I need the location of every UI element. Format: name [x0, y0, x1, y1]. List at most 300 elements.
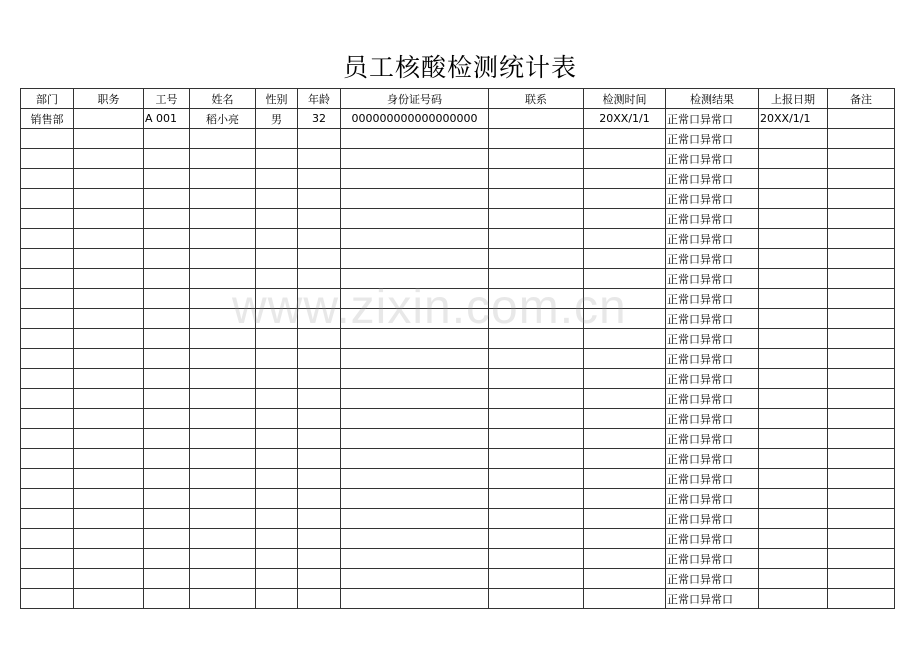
- cell-remark: [828, 389, 895, 409]
- cell-id-number: [341, 169, 489, 189]
- cell-remark: [828, 149, 895, 169]
- cell-test-time: [584, 169, 666, 189]
- cell-id-number: [341, 529, 489, 549]
- cell-gender: [256, 169, 298, 189]
- cell-position: [74, 109, 144, 129]
- cell-test-result: 正常口异常口: [666, 469, 759, 489]
- header-id-number: 身份证号码: [341, 89, 489, 109]
- cell-id-number: [341, 269, 489, 289]
- cell-dept: [21, 289, 74, 309]
- cell-gender: [256, 449, 298, 469]
- cell-age: [298, 249, 341, 269]
- table-row: [21, 289, 895, 309]
- cell-test-time: [584, 589, 666, 609]
- cell-test-time: [584, 549, 666, 569]
- cell-test-result: 正常口异常口: [666, 289, 759, 309]
- cell-gender: [256, 189, 298, 209]
- cell-contact: [489, 189, 584, 209]
- cell-report-date: [759, 129, 828, 149]
- cell-remark: [828, 309, 895, 329]
- cell-test-time: [584, 269, 666, 289]
- cell-name: [190, 249, 256, 269]
- cell-dept: [21, 409, 74, 429]
- cell-dept: 销售部: [21, 109, 74, 129]
- cell-test-result: 正常口异常口: [666, 349, 759, 369]
- table-row: [21, 449, 895, 469]
- cell-age: [298, 469, 341, 489]
- detection-table: [20, 88, 895, 609]
- table-row: [21, 189, 895, 209]
- cell-emp-no: [144, 489, 190, 509]
- cell-emp-no: [144, 509, 190, 529]
- cell-name: [190, 229, 256, 249]
- cell-remark: [828, 289, 895, 309]
- cell-dept: [21, 369, 74, 389]
- cell-name: [190, 369, 256, 389]
- cell-contact: [489, 489, 584, 509]
- cell-age: [298, 269, 341, 289]
- cell-contact: [489, 349, 584, 369]
- cell-test-time: [584, 349, 666, 369]
- cell-report-date: [759, 189, 828, 209]
- cell-contact: [489, 209, 584, 229]
- cell-age: [298, 209, 341, 229]
- cell-test-time: 20XX/1/1: [584, 109, 666, 129]
- header-contact: 联系: [489, 89, 584, 109]
- cell-test-result: 正常口异常口: [666, 169, 759, 189]
- cell-emp-no: [144, 549, 190, 569]
- cell-test-result: 正常口异常口: [666, 129, 759, 149]
- cell-dept: [21, 469, 74, 489]
- cell-report-date: [759, 569, 828, 589]
- cell-contact: [489, 309, 584, 329]
- cell-emp-no: [144, 209, 190, 229]
- cell-gender: [256, 589, 298, 609]
- cell-test-result: 正常口异常口: [666, 329, 759, 349]
- cell-remark: [828, 469, 895, 489]
- cell-id-number: [341, 129, 489, 149]
- cell-position: [74, 309, 144, 329]
- cell-name: [190, 469, 256, 489]
- cell-test-result: 正常口异常口: [666, 209, 759, 229]
- cell-age: [298, 489, 341, 509]
- table-row: [21, 569, 895, 589]
- cell-name: [190, 389, 256, 409]
- cell-contact: [489, 269, 584, 289]
- cell-emp-no: [144, 309, 190, 329]
- cell-emp-no: [144, 589, 190, 609]
- cell-dept: [21, 509, 74, 529]
- cell-remark: [828, 509, 895, 529]
- cell-test-result: 正常口异常口: [666, 449, 759, 469]
- cell-remark: [828, 269, 895, 289]
- cell-age: [298, 189, 341, 209]
- cell-id-number: [341, 549, 489, 569]
- cell-id-number: [341, 289, 489, 309]
- cell-dept: [21, 169, 74, 189]
- cell-gender: [256, 229, 298, 249]
- table-row: [21, 229, 895, 249]
- cell-test-time: [584, 149, 666, 169]
- cell-id-number: [341, 309, 489, 329]
- cell-test-time: [584, 469, 666, 489]
- cell-emp-no: [144, 129, 190, 149]
- cell-id-number: [341, 389, 489, 409]
- cell-position: [74, 589, 144, 609]
- cell-emp-no: [144, 389, 190, 409]
- cell-position: [74, 269, 144, 289]
- header-remark: 备注: [828, 89, 895, 109]
- cell-gender: [256, 549, 298, 569]
- cell-gender: [256, 569, 298, 589]
- cell-id-number: [341, 449, 489, 469]
- cell-emp-no: [144, 289, 190, 309]
- cell-test-time: [584, 229, 666, 249]
- cell-test-result: 正常口异常口: [666, 369, 759, 389]
- cell-dept: [21, 229, 74, 249]
- cell-report-date: [759, 549, 828, 569]
- cell-remark: [828, 549, 895, 569]
- cell-position: [74, 189, 144, 209]
- table-row: [21, 509, 895, 529]
- cell-name: 稻小亮: [190, 109, 256, 129]
- cell-remark: [828, 409, 895, 429]
- cell-remark: [828, 349, 895, 369]
- cell-position: [74, 209, 144, 229]
- cell-age: [298, 349, 341, 369]
- cell-emp-no: [144, 429, 190, 449]
- cell-id-number: [341, 349, 489, 369]
- cell-dept: [21, 189, 74, 209]
- cell-emp-no: [144, 369, 190, 389]
- table-row: [21, 389, 895, 409]
- cell-remark: [828, 489, 895, 509]
- cell-emp-no: [144, 329, 190, 349]
- cell-gender: [256, 469, 298, 489]
- header-emp-no: 工号: [144, 89, 190, 109]
- cell-dept: [21, 569, 74, 589]
- table-row: [21, 269, 895, 289]
- cell-dept: [21, 329, 74, 349]
- cell-test-result: 正常口异常口: [666, 509, 759, 529]
- cell-gender: [256, 309, 298, 329]
- cell-contact: [489, 289, 584, 309]
- cell-position: [74, 509, 144, 529]
- cell-test-time: [584, 249, 666, 269]
- cell-test-time: [584, 449, 666, 469]
- cell-age: [298, 289, 341, 309]
- cell-id-number: [341, 569, 489, 589]
- cell-gender: [256, 329, 298, 349]
- cell-emp-no: [144, 189, 190, 209]
- cell-emp-no: [144, 569, 190, 589]
- cell-test-time: [584, 429, 666, 449]
- cell-id-number: [341, 429, 489, 449]
- cell-id-number: [341, 209, 489, 229]
- cell-gender: [256, 489, 298, 509]
- cell-report-date: [759, 329, 828, 349]
- cell-name: [190, 549, 256, 569]
- cell-position: [74, 569, 144, 589]
- cell-report-date: [759, 449, 828, 469]
- table-row: [21, 429, 895, 449]
- cell-name: [190, 589, 256, 609]
- cell-id-number: [341, 509, 489, 529]
- header-row: [21, 89, 895, 109]
- cell-report-date: [759, 509, 828, 529]
- cell-gender: [256, 509, 298, 529]
- cell-test-time: [584, 309, 666, 329]
- cell-report-date: [759, 469, 828, 489]
- cell-position: [74, 409, 144, 429]
- cell-test-result: 正常口异常口: [666, 109, 759, 129]
- cell-emp-no: A 001: [144, 109, 190, 129]
- cell-test-result: 正常口异常口: [666, 549, 759, 569]
- cell-contact: [489, 229, 584, 249]
- cell-age: 32: [298, 109, 341, 129]
- cell-gender: [256, 389, 298, 409]
- cell-report-date: [759, 429, 828, 449]
- cell-position: [74, 169, 144, 189]
- cell-test-result: 正常口异常口: [666, 269, 759, 289]
- header-dept: 部门: [21, 89, 74, 109]
- cell-test-time: [584, 369, 666, 389]
- cell-position: [74, 529, 144, 549]
- cell-contact: [489, 249, 584, 269]
- cell-remark: [828, 449, 895, 469]
- watermark: www.zixin.com.cn: [232, 281, 627, 334]
- cell-test-result: 正常口异常口: [666, 189, 759, 209]
- cell-name: [190, 149, 256, 169]
- header-test-time: 检测时间: [584, 89, 666, 109]
- cell-gender: [256, 149, 298, 169]
- cell-test-result: 正常口异常口: [666, 429, 759, 449]
- cell-age: [298, 529, 341, 549]
- cell-emp-no: [144, 229, 190, 249]
- cell-remark: [828, 169, 895, 189]
- cell-position: [74, 449, 144, 469]
- cell-remark: [828, 229, 895, 249]
- cell-dept: [21, 209, 74, 229]
- table-row: [21, 149, 895, 169]
- cell-contact: [489, 529, 584, 549]
- cell-remark: [828, 189, 895, 209]
- header-test-result: 检测结果: [666, 89, 759, 109]
- cell-gender: [256, 209, 298, 229]
- cell-id-number: [341, 469, 489, 489]
- cell-contact: [489, 329, 584, 349]
- cell-remark: [828, 129, 895, 149]
- cell-remark: [828, 329, 895, 349]
- cell-test-result: 正常口异常口: [666, 529, 759, 549]
- cell-position: [74, 369, 144, 389]
- cell-emp-no: [144, 349, 190, 369]
- cell-emp-no: [144, 529, 190, 549]
- table-row: [21, 469, 895, 489]
- cell-name: [190, 449, 256, 469]
- cell-emp-no: [144, 449, 190, 469]
- cell-name: [190, 349, 256, 369]
- cell-test-result: 正常口异常口: [666, 149, 759, 169]
- table-row: [21, 129, 895, 149]
- cell-dept: [21, 149, 74, 169]
- cell-remark: [828, 569, 895, 589]
- table-row: [21, 309, 895, 329]
- cell-name: [190, 329, 256, 349]
- cell-age: [298, 149, 341, 169]
- cell-dept: [21, 249, 74, 269]
- cell-position: [74, 149, 144, 169]
- cell-report-date: [759, 269, 828, 289]
- cell-test-time: [584, 289, 666, 309]
- cell-name: [190, 429, 256, 449]
- cell-name: [190, 409, 256, 429]
- cell-dept: [21, 489, 74, 509]
- cell-id-number: [341, 329, 489, 349]
- cell-emp-no: [144, 149, 190, 169]
- cell-position: [74, 349, 144, 369]
- cell-test-time: [584, 209, 666, 229]
- table-row: [21, 369, 895, 389]
- table-row: [21, 409, 895, 429]
- cell-contact: [489, 369, 584, 389]
- cell-test-time: [584, 329, 666, 349]
- cell-position: [74, 329, 144, 349]
- header-position: 职务: [74, 89, 144, 109]
- cell-contact: [489, 429, 584, 449]
- cell-id-number: 000000000000000000: [341, 109, 489, 129]
- cell-position: [74, 389, 144, 409]
- cell-emp-no: [144, 169, 190, 189]
- cell-id-number: [341, 369, 489, 389]
- cell-dept: [21, 529, 74, 549]
- cell-dept: [21, 549, 74, 569]
- cell-dept: [21, 589, 74, 609]
- cell-contact: [489, 469, 584, 489]
- cell-emp-no: [144, 249, 190, 269]
- cell-test-time: [584, 389, 666, 409]
- cell-contact: [489, 409, 584, 429]
- cell-gender: [256, 429, 298, 449]
- cell-test-result: 正常口异常口: [666, 489, 759, 509]
- cell-age: [298, 229, 341, 249]
- cell-dept: [21, 269, 74, 289]
- cell-test-result: 正常口异常口: [666, 309, 759, 329]
- cell-remark: [828, 429, 895, 449]
- cell-position: [74, 289, 144, 309]
- cell-report-date: [759, 309, 828, 329]
- cell-remark: [828, 589, 895, 609]
- cell-contact: [489, 589, 584, 609]
- cell-dept: [21, 129, 74, 149]
- cell-test-result: 正常口异常口: [666, 409, 759, 429]
- table-row: [21, 549, 895, 569]
- cell-dept: [21, 349, 74, 369]
- cell-test-time: [584, 529, 666, 549]
- cell-test-time: [584, 189, 666, 209]
- cell-id-number: [341, 249, 489, 269]
- table-row: [21, 529, 895, 549]
- cell-report-date: [759, 149, 828, 169]
- table-row: [21, 489, 895, 509]
- cell-test-result: 正常口异常口: [666, 569, 759, 589]
- cell-contact: [489, 169, 584, 189]
- cell-report-date: [759, 349, 828, 369]
- cell-gender: [256, 409, 298, 429]
- header-report-date: 上报日期: [759, 89, 828, 109]
- table-row: [21, 249, 895, 269]
- cell-name: [190, 189, 256, 209]
- cell-remark: [828, 369, 895, 389]
- cell-report-date: [759, 529, 828, 549]
- cell-position: [74, 129, 144, 149]
- table-row: [21, 329, 895, 349]
- cell-test-result: 正常口异常口: [666, 229, 759, 249]
- cell-position: [74, 469, 144, 489]
- cell-id-number: [341, 189, 489, 209]
- cell-report-date: [759, 209, 828, 229]
- cell-id-number: [341, 229, 489, 249]
- cell-emp-no: [144, 269, 190, 289]
- cell-contact: [489, 129, 584, 149]
- cell-dept: [21, 449, 74, 469]
- cell-report-date: [759, 289, 828, 309]
- cell-position: [74, 249, 144, 269]
- cell-position: [74, 229, 144, 249]
- cell-test-time: [584, 569, 666, 589]
- cell-contact: [489, 549, 584, 569]
- cell-test-time: [584, 129, 666, 149]
- table-row: [21, 209, 895, 229]
- cell-name: [190, 289, 256, 309]
- table-row: [21, 349, 895, 369]
- cell-age: [298, 409, 341, 429]
- cell-emp-no: [144, 469, 190, 489]
- cell-name: [190, 129, 256, 149]
- cell-remark: [828, 209, 895, 229]
- cell-contact: [489, 449, 584, 469]
- cell-report-date: 20XX/1/1: [759, 109, 828, 129]
- cell-age: [298, 569, 341, 589]
- cell-id-number: [341, 589, 489, 609]
- cell-age: [298, 429, 341, 449]
- cell-report-date: [759, 489, 828, 509]
- cell-test-result: 正常口异常口: [666, 389, 759, 409]
- cell-name: [190, 209, 256, 229]
- cell-test-time: [584, 409, 666, 429]
- cell-id-number: [341, 489, 489, 509]
- cell-test-result: 正常口异常口: [666, 589, 759, 609]
- cell-age: [298, 449, 341, 469]
- cell-remark: [828, 109, 895, 129]
- cell-position: [74, 429, 144, 449]
- cell-emp-no: [144, 409, 190, 429]
- cell-report-date: [759, 249, 828, 269]
- cell-test-time: [584, 489, 666, 509]
- cell-dept: [21, 429, 74, 449]
- cell-gender: [256, 269, 298, 289]
- cell-contact: [489, 509, 584, 529]
- cell-report-date: [759, 169, 828, 189]
- table-row: [21, 109, 895, 129]
- cell-id-number: [341, 409, 489, 429]
- cell-age: [298, 389, 341, 409]
- cell-gender: 男: [256, 109, 298, 129]
- cell-contact: [489, 149, 584, 169]
- cell-test-time: [584, 509, 666, 529]
- cell-report-date: [759, 369, 828, 389]
- cell-remark: [828, 529, 895, 549]
